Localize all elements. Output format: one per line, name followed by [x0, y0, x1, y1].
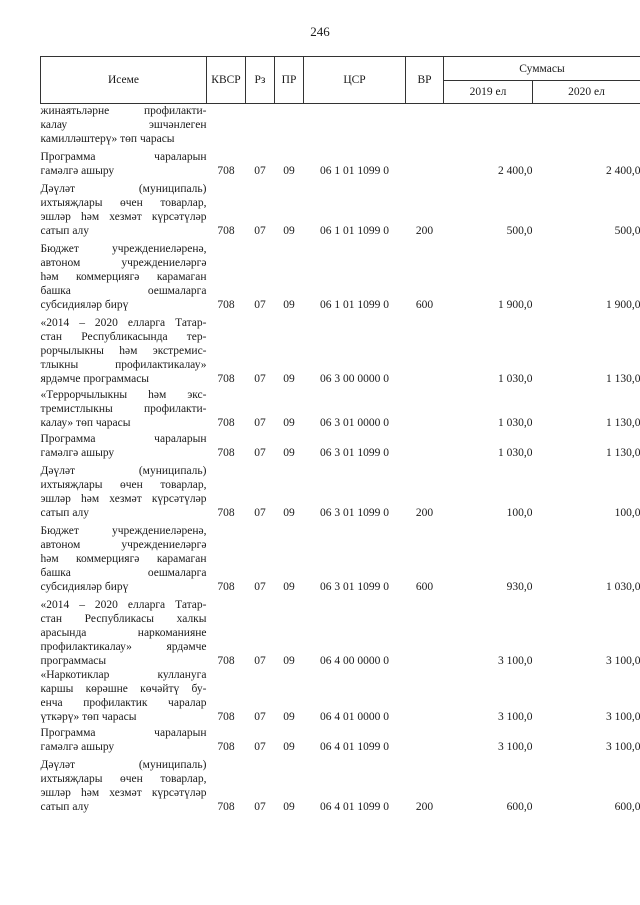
item-name-line: камилләштерү» төп чарасы: [40, 133, 175, 145]
item-name-line: тремистлыкны профилакти-: [40, 402, 207, 415]
item-name-line: гамәлгә ашыру: [40, 164, 115, 177]
item-name-line: калау эшчәнлеген: [40, 119, 207, 131]
header-kvsr: КВСР: [207, 57, 246, 104]
vr-cell: [406, 312, 444, 386]
item-name-cell: [41, 594, 207, 668]
sum-2019-cell: 500,0: [506, 224, 533, 237]
item-name-cell: [41, 520, 207, 594]
item-name-line: субсидияләр бирү: [40, 580, 129, 593]
table-row: [41, 668, 640, 724]
rz-cell: 07: [254, 164, 266, 177]
item-name-line: гамәлгә ашыру: [40, 740, 115, 753]
sum-2019-cell: 930,0: [506, 580, 533, 593]
item-name-cell: [41, 724, 207, 754]
item-name-cell: [41, 386, 207, 430]
pr-cell: 09: [283, 164, 295, 177]
csr-cell: 06 4 01 1099 0: [320, 740, 389, 753]
sum-2020-cell: 3 100,0: [606, 710, 640, 723]
item-name-line: Бюджет учреждениеләренә,: [40, 524, 207, 537]
item-name-line: Дәүләт (муниципаль): [40, 182, 207, 195]
pr-cell: 09: [283, 224, 295, 237]
csr-cell: 06 4 01 0000 0: [320, 710, 389, 723]
sum-2019-cell: 1 030,0: [498, 372, 533, 385]
item-name-line: «Наркотиклар куллануга: [40, 668, 207, 681]
vr-cell: [406, 150, 444, 178]
table-row: [41, 520, 640, 594]
header-name: Исеме: [41, 57, 207, 104]
item-name-cell: [41, 104, 207, 150]
vr-cell: [406, 430, 444, 460]
item-name-line: эшләр һәм хезмәт күрсәтүләр: [40, 210, 207, 223]
pr-cell: 09: [283, 506, 295, 519]
budget-table: [40, 56, 640, 814]
item-name-line: башка оешмаларга: [40, 566, 207, 579]
rz-cell: 07: [254, 580, 266, 593]
item-name-line: эшләр һәм хезмәт күрсәтүләр: [40, 786, 207, 799]
table-body: [41, 104, 640, 814]
pr-cell: 09: [283, 298, 295, 311]
kvsr-cell: 708: [217, 224, 235, 237]
rz-cell: 07: [254, 740, 266, 753]
csr-cell: 06 1 01 1099 0: [320, 224, 389, 237]
item-name-line: «2014 – 2020 елларга Татар-: [40, 598, 207, 611]
item-name-line: автоном учреждениеләргә: [40, 256, 207, 269]
rz-cell: 07: [254, 446, 266, 459]
pr-cell: 09: [283, 710, 295, 723]
sum-2020-cell: 600,0: [614, 800, 640, 813]
csr-cell: 06 3 01 1099 0: [320, 446, 389, 459]
item-name-line: программасы: [40, 654, 107, 667]
header-sums: Суммасы: [444, 57, 640, 81]
rz-cell: 07: [254, 224, 266, 237]
item-name-line: Программа чараларын: [40, 726, 207, 739]
sum-2019-cell: 3 100,0: [498, 654, 533, 667]
item-name-line: Программа чараларын: [40, 432, 207, 445]
pr-cell: 09: [283, 654, 295, 667]
vr-cell: 200: [415, 800, 434, 813]
csr-cell: 06 4 01 1099 0: [320, 800, 389, 813]
table-row: [41, 430, 640, 460]
kvsr-cell: 708: [217, 446, 235, 459]
vr-cell: 200: [415, 506, 434, 519]
item-name-line: калау» төп чарасы: [40, 416, 131, 429]
pr-cell: 09: [283, 416, 295, 429]
vr-cell: [406, 104, 444, 150]
sum-2019-cell: 1 030,0: [498, 416, 533, 429]
sum-2020-cell: 1 130,0: [606, 372, 640, 385]
header-rz: Рз: [246, 57, 275, 104]
rz-cell: 07: [254, 372, 266, 385]
rz-cell: 07: [254, 416, 266, 429]
rz-cell: 07: [254, 298, 266, 311]
sum-2019-cell: 600,0: [506, 800, 533, 813]
sum-2019-cell: 1 900,0: [498, 298, 533, 311]
table-row: [41, 386, 640, 430]
item-name-cell: [41, 668, 207, 724]
rz-cell: 07: [254, 654, 266, 667]
pr-cell: 09: [283, 372, 295, 385]
item-name-line: ихтыяҗлары өчен товарлар,: [40, 478, 207, 491]
item-name-line: «2014 – 2020 елларга Татар-: [40, 316, 207, 329]
item-name-line: ихтыяҗлары өчен товарлар,: [40, 772, 207, 785]
item-name-line: «Террорчылыкны һәм экс-: [40, 388, 207, 401]
sum-2020-cell: [533, 104, 640, 150]
csr-cell: 06 3 01 1099 0: [320, 506, 389, 519]
item-name-line: эшләр һәм хезмәт күрсәтүләр: [40, 492, 207, 505]
pr-cell: [275, 104, 304, 150]
pr-cell: 09: [283, 446, 295, 459]
table-row: [41, 150, 640, 178]
table-row: [41, 238, 640, 312]
item-name-cell: [41, 178, 207, 238]
vr-cell: [406, 594, 444, 668]
item-name-line: ихтыяҗлары өчен товарлар,: [40, 196, 207, 209]
item-name-cell: [41, 754, 207, 814]
item-name-line: гамәлгә ашыру: [40, 446, 115, 459]
kvsr-cell: 708: [217, 654, 235, 667]
kvsr-cell: 708: [217, 740, 235, 753]
item-name-line: башка оешмаларга: [40, 284, 207, 297]
vr-cell: [406, 386, 444, 430]
sum-2019-cell: 2 400,0: [498, 164, 533, 177]
item-name-line: Дәүләт (муниципаль): [40, 758, 207, 771]
header-year-2019: 2019 ел: [444, 81, 533, 104]
vr-cell: 600: [415, 298, 434, 311]
item-name-line: енча профилактик чаралар: [40, 696, 207, 709]
csr-cell: 06 4 00 0000 0: [320, 654, 389, 667]
item-name-cell: [41, 312, 207, 386]
rz-cell: [246, 104, 275, 150]
vr-cell: 600: [415, 580, 434, 593]
rz-cell: 07: [254, 710, 266, 723]
kvsr-cell: 708: [217, 164, 235, 177]
item-name-line: каршы көрәшне көчәйтү бу-: [40, 682, 207, 695]
item-name-line: Бюджет учреждениеләренә,: [40, 242, 207, 255]
kvsr-cell: 708: [217, 800, 235, 813]
csr-cell: 06 3 01 1099 0: [320, 580, 389, 593]
csr-cell: [304, 104, 406, 150]
header-csr: ЦСР: [304, 57, 406, 104]
table-row: [41, 460, 640, 520]
csr-cell: 06 1 01 1099 0: [320, 298, 389, 311]
sum-2020-cell: 1 030,0: [606, 580, 640, 593]
table-row: [41, 724, 640, 754]
table-row: [41, 312, 640, 386]
sum-2020-cell: 3 100,0: [606, 740, 640, 753]
header-vr: ВР: [406, 57, 444, 104]
item-name-line: профилактикалау» ярдәмче: [40, 640, 207, 653]
item-name-line: жинаятьләрне профилакти-: [40, 105, 207, 117]
item-name-line: арасында наркоманияне: [40, 626, 207, 639]
table-row: [41, 104, 640, 150]
pr-cell: 09: [283, 580, 295, 593]
sum-2020-cell: 1 900,0: [606, 298, 640, 311]
table-header: [41, 57, 640, 104]
sum-2020-cell: 1 130,0: [606, 416, 640, 429]
item-name-line: һәм коммерциягә карамаган: [40, 552, 207, 565]
sum-2019-cell: [444, 104, 533, 150]
table-row: [41, 754, 640, 814]
vr-cell: 200: [415, 224, 434, 237]
header-pr: ПР: [275, 57, 304, 104]
csr-cell: 06 3 01 0000 0: [320, 416, 389, 429]
sum-2019-cell: 1 030,0: [498, 446, 533, 459]
rz-cell: 07: [254, 800, 266, 813]
pr-cell: 09: [283, 800, 295, 813]
kvsr-cell: 708: [217, 372, 235, 385]
item-name-cell: [41, 430, 207, 460]
item-name-line: сатып алу: [40, 224, 90, 237]
item-name-line: һәм коммерциягә карамаган: [40, 270, 207, 283]
sum-2019-cell: 100,0: [506, 506, 533, 519]
header-year-2020: 2020 ел: [533, 81, 640, 104]
kvsr-cell: 708: [217, 506, 235, 519]
sum-2020-cell: 3 100,0: [606, 654, 640, 667]
table-row: [41, 594, 640, 668]
item-name-cell: [41, 150, 207, 178]
item-name-cell: [41, 238, 207, 312]
csr-cell: 06 3 00 0000 0: [320, 372, 389, 385]
sum-2020-cell: 100,0: [614, 506, 640, 519]
item-name-line: субсидияләр бирү: [40, 298, 129, 311]
pr-cell: 09: [283, 740, 295, 753]
kvsr-cell: 708: [217, 298, 235, 311]
vr-cell: [406, 668, 444, 724]
item-name-line: стан Республикасында тер-: [40, 330, 207, 343]
item-name-line: ярдәмче программасы: [40, 372, 150, 385]
item-name-cell: [41, 460, 207, 520]
kvsr-cell: 708: [217, 580, 235, 593]
rz-cell: 07: [254, 506, 266, 519]
item-name-line: стан Республикасы халкы: [40, 612, 207, 625]
sum-2020-cell: 2 400,0: [606, 164, 640, 177]
item-name-line: Дәүләт (муниципаль): [40, 464, 207, 477]
kvsr-cell: 708: [217, 416, 235, 429]
csr-cell: 06 1 01 1099 0: [320, 164, 389, 177]
table-row: [41, 178, 640, 238]
kvsr-cell: [207, 104, 246, 150]
vr-cell: [406, 724, 444, 754]
sum-2019-cell: 3 100,0: [498, 740, 533, 753]
kvsr-cell: 708: [217, 710, 235, 723]
item-name-line: Программа чараларын: [40, 150, 207, 163]
sum-2020-cell: 500,0: [614, 224, 640, 237]
sum-2020-cell: 1 130,0: [606, 446, 640, 459]
item-name-line: автоном учреждениеләргә: [40, 538, 207, 551]
item-name-line: сатып алу: [40, 506, 90, 519]
sum-2019-cell: 3 100,0: [498, 710, 533, 723]
item-name-line: үткәрү» төп чарасы: [40, 710, 137, 723]
item-name-line: сатып алу: [40, 800, 90, 813]
item-name-line: рорчылыкны һәм экстремис-: [40, 344, 207, 357]
page-number: 246: [310, 24, 330, 39]
item-name-line: тлыкны профилактикалау»: [40, 358, 207, 371]
